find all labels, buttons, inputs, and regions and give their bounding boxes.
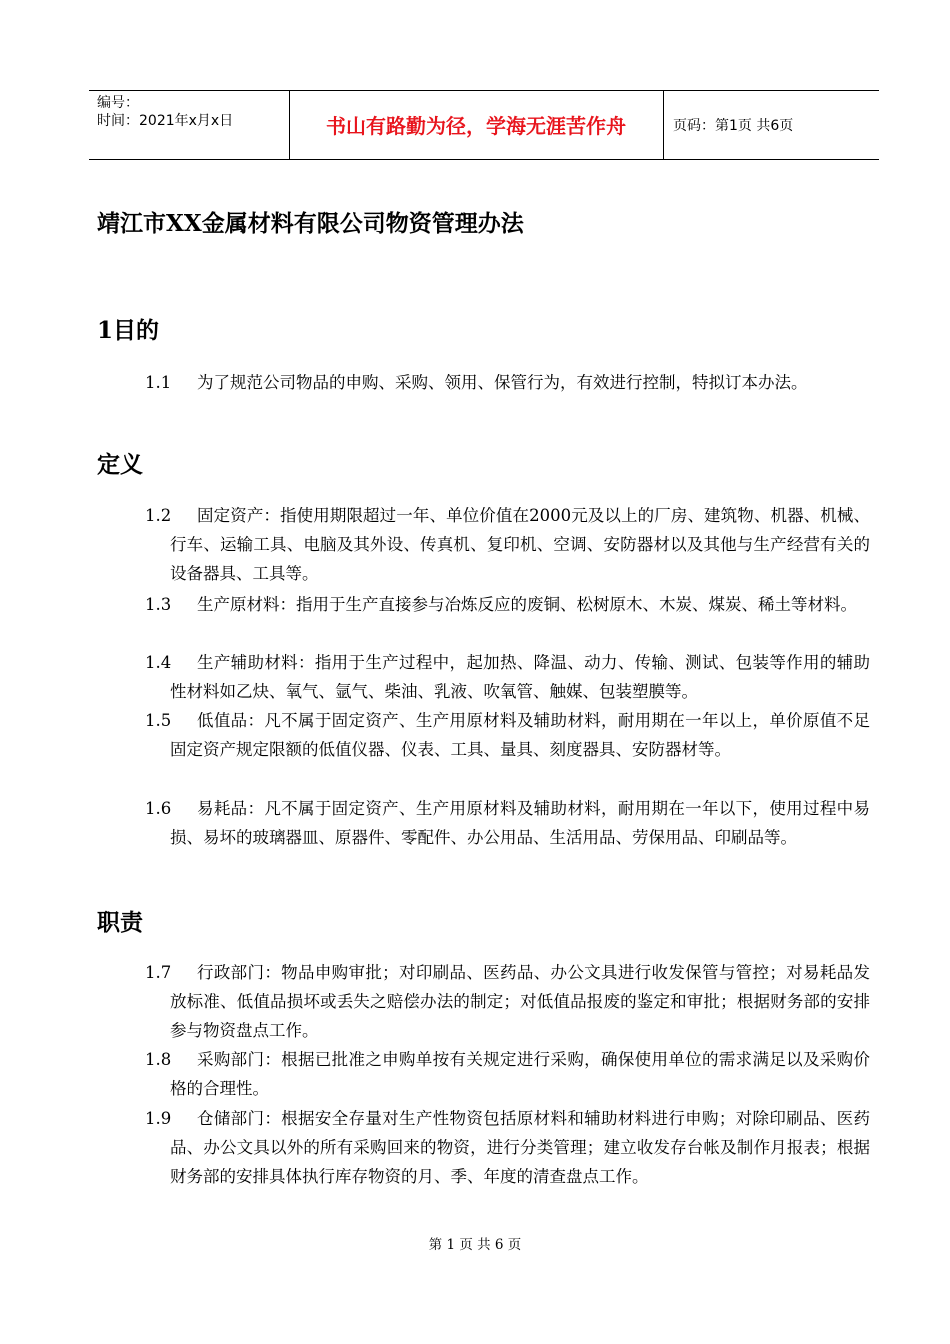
document-time: 时间：2021年x月x日 (97, 113, 234, 129)
list-item (145, 648, 870, 706)
header-page-code: 页码：第1页 共6页 (673, 118, 794, 134)
item-text: 为了规范公司物品的申购、采购、领用、保管行为，有效进行控制，特拟订本办法。 (197, 373, 808, 392)
item-number: 1.1 (145, 373, 172, 392)
list-item (145, 706, 870, 764)
section-heading-purpose: 1目的 (97, 317, 160, 344)
item-text: 仓储部门：根据安全存量对生产性物资包括原材料和辅助材料进行申购；对除印刷品、医药品、办公文具以外的所有采购回来的物资，进行分类管理；建立收发存台帐及制作月报表；根据财务部的安排具体执行库存物资的月、季、年度的清查盘点工作。 (170, 1109, 870, 1186)
item-text: 生产辅助材料：指用于生产过程中，起加热、降温、动力、传输、测试、包装等作用的辅助性材料如乙炔、氧气、氩气、柴油、乳液、吹氧管、触媒、包装塑膜等。 (170, 653, 870, 701)
header-divider (663, 91, 664, 159)
item-text: 低值品：凡不属于固定资产、生产用原材料及辅助材料，耐用期在一年以上，单价原值不足固定资产规定限额的低值仪器、仪表、工具、量具、刻度器具、安防器材等。 (170, 711, 870, 759)
item-number: 1.3 (145, 595, 172, 614)
item-number: 1.6 (145, 799, 172, 818)
list-item (145, 958, 870, 1045)
section-heading-definitions: 定义 (97, 451, 143, 478)
section-heading-responsibilities: 职责 (97, 909, 143, 936)
item-number: 1.7 (145, 963, 172, 982)
item-text: 行政部门：物品申购审批；对印刷品、医药品、办公文具进行收发保管与管控；对易耗品发放标准、低值品损坏或丢失之赔偿办法的制定；对低值品报废的鉴定和审批；根据财务部的安排参与物资盘点工作。 (170, 963, 870, 1040)
list-item (145, 368, 870, 397)
item-number: 1.9 (145, 1109, 172, 1128)
item-text: 易耗品：凡不属于固定资产、生产用原材料及辅助材料，耐用期在一年以下，使用过程中易损、易坏的玻璃器皿、原器件、零配件、办公用品、生活用品、劳保用品、印刷品等。 (170, 799, 870, 847)
list-item (145, 501, 870, 588)
list-item (145, 794, 870, 852)
header-table (89, 90, 879, 160)
item-number: 1.2 (145, 506, 172, 525)
item-number: 1.5 (145, 711, 172, 730)
item-number: 1.8 (145, 1050, 172, 1069)
item-text: 固定资产：指使用期限超过一年、单位价值在2000元及以上的厂房、建筑物、机器、机械、行车、运输工具、电脑及其外设、传真机、复印机、空调、安防器材以及其他与生产经营有关的设备器具、工具等。 (170, 506, 870, 583)
page-footer: 第 1 页 共 6 页 (428, 1237, 522, 1253)
list-item (145, 1045, 870, 1103)
item-text: 采购部门：根据已批准之申购单按有关规定进行采购，确保使用单位的需求满足以及采购价格的合理性。 (170, 1050, 870, 1098)
item-text: 生产原材料：指用于生产直接参与冶炼反应的废铜、松树原木、木炭、煤炭、稀土等材料。 (197, 595, 857, 614)
document-number-label: 编号： (97, 95, 139, 111)
document-title: 靖江市XX金属材料有限公司物资管理办法 (97, 210, 524, 237)
item-number: 1.4 (145, 653, 172, 672)
header-motto: 书山有路勤为径，学海无涯苦作舟 (326, 114, 626, 138)
list-item (145, 1104, 870, 1191)
list-item (145, 590, 870, 619)
